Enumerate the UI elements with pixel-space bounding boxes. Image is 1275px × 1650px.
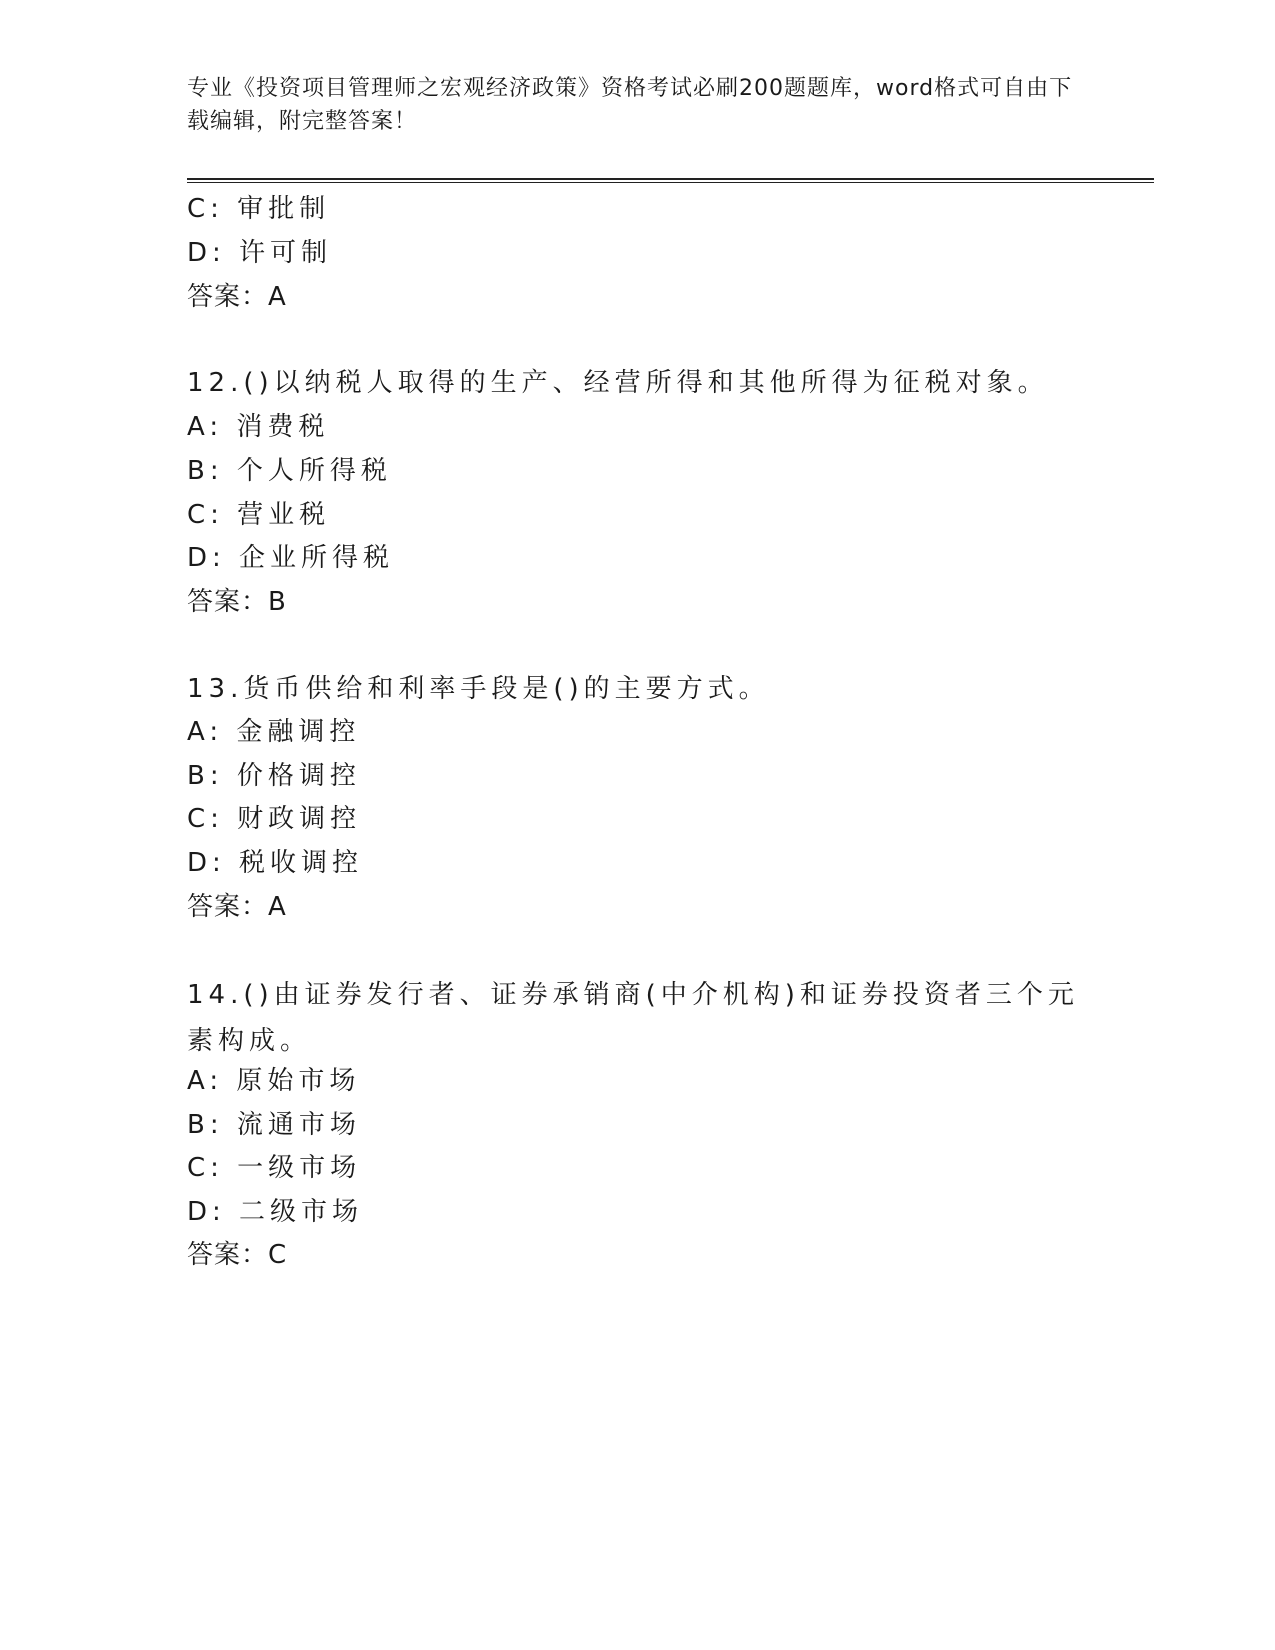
q14-option-b: B: 流通市场: [187, 1110, 361, 1140]
q13-option-a: A: 金融调控: [187, 717, 361, 747]
q14-option-c: C: 一级市场: [187, 1153, 362, 1183]
q12-option-d: D: 企业所得税: [187, 543, 395, 573]
q12-option-c: C: 营业税: [187, 500, 331, 530]
q13-option-c: C: 财政调控: [187, 804, 362, 834]
q14-option-d: D: 二级市场: [187, 1197, 364, 1227]
q12-answer: 答案：B: [187, 587, 287, 617]
q14-option-a: A: 原始市场: [187, 1066, 361, 1096]
q13-answer: 答案：A: [187, 892, 287, 922]
header-divider: [187, 178, 1154, 183]
q12-stem: 12.()以纳税人取得的生产、经营所得和其他所得为征税对象。: [187, 368, 1049, 398]
document-header: 专业《投资项目管理师之宏观经济政策》资格考试必刷200题题库，word格式可自由下载编辑，附完整答案！: [187, 76, 1073, 134]
q14-stem: 14.()由证券发行者、证券承销商(中介机构)和证券投资者三个元素构成。: [187, 980, 1079, 1056]
q14-answer: 答案：C: [187, 1240, 288, 1270]
q13-option-d: D: 税收调控: [187, 848, 364, 878]
q13-stem: 13.货币供给和利率手段是()的主要方式。: [187, 674, 770, 704]
prev-answer: 答案：A: [187, 282, 287, 312]
q13-option-b: B: 价格调控: [187, 761, 361, 791]
q12-option-b: B: 个人所得税: [187, 456, 392, 486]
prev-option-c: C: 审批制: [187, 194, 331, 224]
prev-option-d: D: 许可制: [187, 238, 333, 268]
q12-option-a: A: 消费税: [187, 412, 330, 442]
